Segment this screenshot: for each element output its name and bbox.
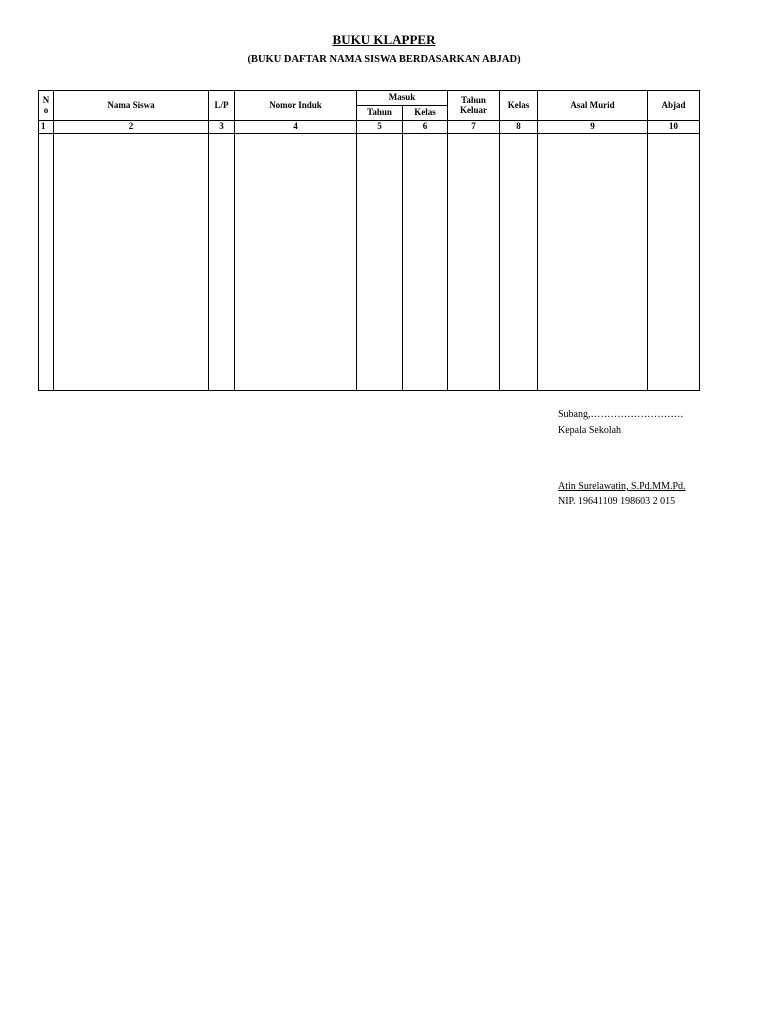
- cell-no[interactable]: [39, 134, 54, 391]
- header-nomor-induk: Nomor Induk: [235, 91, 357, 121]
- header-kelas: Kelas: [500, 91, 538, 121]
- column-number-6: 6: [403, 121, 448, 134]
- header-tahun-keluar-line2: Keluar: [460, 104, 488, 115]
- cell-tahun-keluar[interactable]: [448, 134, 500, 391]
- cell-nama-siswa[interactable]: [54, 134, 209, 391]
- header-masuk: Masuk: [357, 91, 448, 106]
- column-number-2: 2: [54, 121, 209, 134]
- header-no: [39, 91, 54, 121]
- column-number-10: 10: [648, 121, 700, 134]
- signature-role: Kepala Sekolah: [558, 425, 622, 436]
- signature-place-date: Subang,……………………….: [558, 409, 683, 420]
- document-subtitle: (BUKU DAFTAR NAMA SISWA BERDASARKAN ABJAD): [247, 54, 521, 65]
- column-number-row: [39, 121, 700, 134]
- cell-asal-murid[interactable]: [538, 134, 648, 391]
- column-number-5: 5: [357, 121, 403, 134]
- document-title: BUKU KLAPPER: [332, 32, 436, 47]
- header-masuk-kelas: Kelas: [403, 106, 448, 121]
- header-nama-siswa: Nama Siswa: [54, 91, 209, 121]
- table-row: [39, 134, 700, 391]
- header-abjad: Abjad: [648, 91, 700, 121]
- header-no-line2: o: [43, 104, 49, 115]
- column-number-8: 8: [500, 121, 538, 134]
- signature-nip: NIP. 19641109 198603 2 015: [558, 496, 676, 507]
- header-tahun-keluar: [448, 91, 500, 121]
- column-number-7: 7: [448, 121, 500, 134]
- cell-kelas[interactable]: [500, 134, 538, 391]
- header-no-line1: N: [42, 95, 50, 106]
- column-number-4: 4: [235, 121, 357, 134]
- header-asal-murid: Asal Murid: [538, 91, 648, 121]
- cell-masuk-tahun[interactable]: [357, 134, 403, 391]
- column-number-9: 9: [538, 121, 648, 134]
- cell-abjad[interactable]: [648, 134, 700, 391]
- header-lp: L/P: [209, 91, 235, 121]
- cell-nomor-induk[interactable]: [235, 134, 357, 391]
- signature-name: Atin Surelawatin, S.Pd.MM.Pd.: [558, 481, 686, 492]
- header-tahun-keluar-line1: Tahun: [461, 95, 486, 106]
- column-number-3: 3: [209, 121, 235, 134]
- cell-masuk-kelas[interactable]: [403, 134, 448, 391]
- header-masuk-tahun: Tahun: [357, 106, 403, 121]
- klapper-table: [38, 90, 700, 391]
- cell-lp[interactable]: [209, 134, 235, 391]
- column-number-1: 1: [39, 121, 54, 134]
